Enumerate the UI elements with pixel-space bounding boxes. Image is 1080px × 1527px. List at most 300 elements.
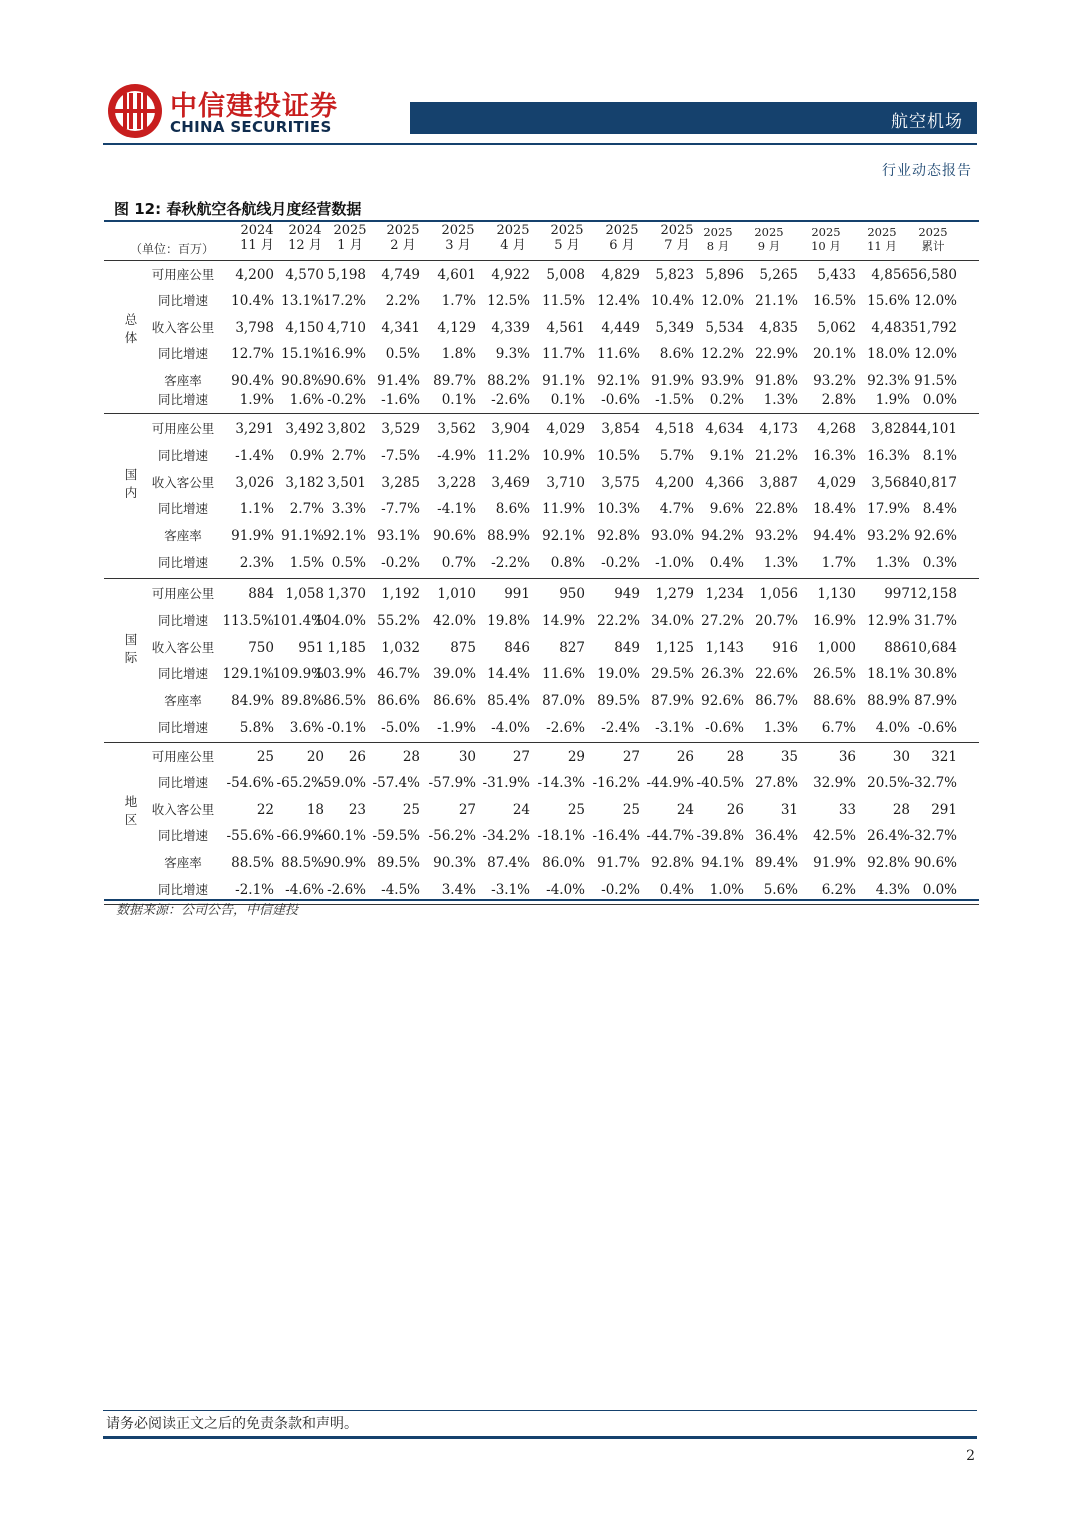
- table-row: [104, 638, 979, 658]
- table-cell: 88.9%: [867, 693, 910, 709]
- table-cell: -32.7%: [909, 828, 957, 844]
- header-divider: [103, 143, 977, 145]
- table-cell: 0.9%: [289, 448, 324, 464]
- table-cell: 4,200: [655, 475, 694, 491]
- table-cell: 11.6%: [542, 666, 585, 682]
- table-cell: 15.6%: [867, 293, 910, 309]
- table-cell: 4,922: [491, 267, 530, 283]
- table-cell: 950: [559, 586, 585, 602]
- table-cell: -0.2%: [327, 392, 366, 408]
- table-row: [104, 318, 979, 338]
- table-cell: 0.1%: [550, 392, 585, 408]
- table-cell: 4,200: [235, 267, 274, 283]
- table-cell: 86.7%: [755, 693, 798, 709]
- table-cell: 91.1%: [281, 528, 324, 544]
- table-cell: 93.2%: [755, 528, 798, 544]
- table-cell: -32.7%: [909, 775, 957, 791]
- column-header: [796, 225, 856, 253]
- table-cell: 0.4%: [659, 882, 694, 898]
- table-cell: 94.1%: [701, 855, 744, 871]
- table-cell: 12.0%: [701, 293, 744, 309]
- table-cell: 849: [614, 640, 640, 656]
- table-cell: 89.4%: [755, 855, 798, 871]
- table-cell: 18.4%: [813, 501, 856, 517]
- table-cell: 4,173: [759, 421, 798, 437]
- table-cell: 0.7%: [441, 555, 476, 571]
- table-cell: 1.3%: [875, 555, 910, 571]
- route-group: [104, 743, 979, 905]
- logo-chinese-name: 中信建投证券: [170, 91, 338, 122]
- column-header: [739, 225, 799, 253]
- table-cell: 16.9%: [813, 613, 856, 629]
- table-cell: 321: [931, 749, 957, 765]
- table-cell: -4.9%: [437, 448, 476, 464]
- table-cell: 90.6%: [433, 528, 476, 544]
- route-group: [104, 579, 979, 743]
- table-cell: 12.9%: [867, 613, 910, 629]
- column-year: 2025: [550, 223, 584, 238]
- row-label: 客座率: [164, 855, 202, 870]
- table-cell: 55.2%: [377, 613, 420, 629]
- table-row: [104, 747, 979, 767]
- column-year: 2025: [496, 223, 530, 238]
- table-cell: 1.3%: [763, 720, 798, 736]
- table-cell: 0.0%: [922, 882, 957, 898]
- table-cell: 3,575: [601, 475, 640, 491]
- table-cell: 34.0%: [651, 613, 694, 629]
- table-cell: 15.1%: [281, 346, 324, 362]
- table-cell: 92.6%: [914, 528, 957, 544]
- table-cell: 30.8%: [914, 666, 957, 682]
- table-cell: 5.8%: [239, 720, 274, 736]
- table-row: [104, 291, 979, 311]
- table-cell: 29.5%: [651, 666, 694, 682]
- table-cell: 4.3%: [875, 882, 910, 898]
- table-cell: 24: [512, 802, 530, 818]
- table-cell: 4,710: [327, 320, 366, 336]
- table-cell: 91.9%: [231, 528, 274, 544]
- table-cell: 3,854: [601, 421, 640, 437]
- section-title: 航空机场: [891, 112, 963, 132]
- route-group: [104, 414, 979, 579]
- column-year: 2025: [333, 223, 367, 238]
- table-cell: 4,835: [759, 320, 798, 336]
- table-cell: 1.7%: [441, 293, 476, 309]
- table-cell: 4,749: [381, 267, 420, 283]
- table-cell: 4,856: [871, 267, 910, 283]
- table-cell: -2.2%: [491, 555, 530, 571]
- table-cell: 4,829: [601, 267, 640, 283]
- table-cell: 28: [892, 802, 910, 818]
- table-cell: 86.6%: [433, 693, 476, 709]
- table-cell: 26: [726, 802, 744, 818]
- table-cell: 1,000: [817, 640, 856, 656]
- table-cell: 22: [256, 802, 274, 818]
- row-label: 同比增速: [157, 501, 208, 516]
- table-cell: -31.9%: [482, 775, 530, 791]
- table-cell: 25: [256, 749, 274, 765]
- table-cell: 35: [780, 749, 798, 765]
- table-cell: 20: [306, 749, 324, 765]
- table-cell: 91.9%: [813, 855, 856, 871]
- footer-rule-thin: [103, 1410, 977, 1411]
- table-cell: 5,896: [705, 267, 744, 283]
- table-cell: -4.6%: [285, 882, 324, 898]
- table-row: [104, 691, 979, 711]
- table-row: [104, 499, 979, 519]
- table-cell: 0.4%: [709, 555, 744, 571]
- table-cell: 0.5%: [331, 555, 366, 571]
- table-cell: 20.1%: [813, 346, 856, 362]
- row-label: 同比增速: [157, 613, 208, 628]
- table-cell: 36: [838, 749, 856, 765]
- table-cell: 750: [248, 640, 274, 656]
- table-cell: 26.3%: [701, 666, 744, 682]
- column-month: 5 月: [554, 238, 580, 253]
- table-cell: 1,185: [327, 640, 366, 656]
- table-cell: 104.0%: [314, 613, 366, 629]
- table-cell: 991: [504, 586, 530, 602]
- table-cell: 12.0%: [914, 293, 957, 309]
- table-cell: 16.9%: [323, 346, 366, 362]
- table-cell: 2.2%: [385, 293, 420, 309]
- table-cell: -4.5%: [381, 882, 420, 898]
- table-cell: 90.6%: [323, 373, 366, 389]
- table-cell: 92.8%: [597, 528, 640, 544]
- table-cell: -2.1%: [235, 882, 274, 898]
- table-cell: 3,469: [491, 475, 530, 491]
- table-cell: 22.9%: [755, 346, 798, 362]
- route-group-name: 总体: [124, 312, 138, 345]
- table-cell: 886: [884, 640, 910, 656]
- china-securities-logo-icon: [106, 82, 164, 140]
- table-cell: 4,150: [285, 320, 324, 336]
- column-year: 2025: [811, 225, 841, 239]
- table-cell: 26.5%: [813, 666, 856, 682]
- column-year: 2025: [441, 223, 475, 238]
- table-cell: 12.5%: [487, 293, 530, 309]
- column-header: [483, 223, 543, 253]
- table-cell: 3,802: [327, 421, 366, 437]
- table-cell: -2.6%: [546, 720, 585, 736]
- table-cell: 2.8%: [821, 392, 856, 408]
- table-cell: 8.6%: [659, 346, 694, 362]
- table-cell: 4,341: [381, 320, 420, 336]
- table-cell: 12,158: [909, 586, 957, 602]
- column-month: 11 月: [240, 238, 274, 253]
- table-cell: 91.4%: [377, 373, 420, 389]
- table-cell: 3,529: [381, 421, 420, 437]
- route-group-name: 国内: [124, 467, 138, 500]
- table-cell: 4,449: [601, 320, 640, 336]
- table-cell: 0.2%: [709, 392, 744, 408]
- table-cell: 93.1%: [377, 528, 420, 544]
- table-cell: 51,792: [909, 320, 957, 336]
- table-row: [104, 611, 979, 631]
- table-cell: 3,562: [437, 421, 476, 437]
- table-cell: -16.4%: [592, 828, 640, 844]
- table-cell: 951: [298, 640, 324, 656]
- table-cell: 12.0%: [914, 346, 957, 362]
- column-month: 累计: [921, 239, 945, 253]
- table-cell: 1.5%: [289, 555, 324, 571]
- table-cell: 3.4%: [441, 882, 476, 898]
- company-logo: [106, 82, 346, 142]
- table-cell: 42.5%: [813, 828, 856, 844]
- table-cell: 1,010: [437, 586, 476, 602]
- table-cell: 1,032: [381, 640, 420, 656]
- row-label: 客座率: [164, 693, 202, 708]
- table-cell: 0.1%: [441, 392, 476, 408]
- table-cell: -59.0%: [318, 775, 366, 791]
- row-label: 同比增速: [157, 720, 208, 735]
- table-cell: 88.5%: [281, 855, 324, 871]
- table-cell: -39.8%: [696, 828, 744, 844]
- table-cell: 11.2%: [487, 448, 530, 464]
- unit-label: （单位：百万）: [130, 242, 215, 256]
- table-cell: 3,291: [235, 421, 274, 437]
- table-cell: 3,828: [871, 421, 910, 437]
- table-cell: 3,887: [759, 475, 798, 491]
- table-cell: 4,518: [655, 421, 694, 437]
- table-cell: 1.9%: [239, 392, 274, 408]
- table-cell: 1.6%: [289, 392, 324, 408]
- column-month: 11 月: [867, 239, 897, 253]
- table-cell: 19.8%: [487, 613, 530, 629]
- table-cell: 42.0%: [433, 613, 476, 629]
- table-cell: 12.7%: [231, 346, 274, 362]
- table-cell: 91.1%: [542, 373, 585, 389]
- table-cell: 87.9%: [651, 693, 694, 709]
- table-cell: 9.6%: [709, 501, 744, 517]
- table-cell: 4.7%: [659, 501, 694, 517]
- route-group-name: 国际: [124, 632, 138, 665]
- table-cell: -57.4%: [372, 775, 420, 791]
- table-cell: 4,129: [437, 320, 476, 336]
- table-row: [104, 664, 979, 684]
- table-cell: 12.2%: [701, 346, 744, 362]
- table-cell: 101.4%: [272, 613, 324, 629]
- table-cell: 93.2%: [813, 373, 856, 389]
- table-cell: 10.3%: [597, 501, 640, 517]
- table-cell: 18: [306, 802, 324, 818]
- row-label: 同比增速: [157, 775, 208, 790]
- table-cell: 5,008: [546, 267, 585, 283]
- table-cell: -14.3%: [537, 775, 585, 791]
- table-cell: -1.0%: [655, 555, 694, 571]
- table-cell: -7.7%: [381, 501, 420, 517]
- table-cell: 91.7%: [597, 855, 640, 871]
- table-row: [104, 584, 979, 604]
- table-cell: 30: [892, 749, 910, 765]
- column-month: 2 月: [390, 238, 416, 253]
- table-cell: 88.6%: [813, 693, 856, 709]
- table-cell: 3,798: [235, 320, 274, 336]
- table-cell: 27: [512, 749, 530, 765]
- table-cell: 3,710: [546, 475, 585, 491]
- table-cell: 2.7%: [289, 501, 324, 517]
- table-cell: -60.1%: [318, 828, 366, 844]
- table-cell: -16.2%: [592, 775, 640, 791]
- table-cell: 40,817: [909, 475, 957, 491]
- table-row: [104, 718, 979, 738]
- table-cell: 13.1%: [281, 293, 324, 309]
- table-cell: 8.1%: [922, 448, 957, 464]
- table-cell: 0.3%: [922, 555, 957, 571]
- row-label: 同比增速: [157, 882, 208, 897]
- column-month: 10 月: [811, 239, 841, 253]
- table-cell: 5.6%: [763, 882, 798, 898]
- table-cell: 4,634: [705, 421, 744, 437]
- table-cell: 91.5%: [914, 373, 957, 389]
- table-cell: -1.9%: [437, 720, 476, 736]
- table-cell: 27.2%: [701, 613, 744, 629]
- table-cell: 11.7%: [542, 346, 585, 362]
- table-cell: 1,056: [759, 586, 798, 602]
- table-cell: 92.8%: [651, 855, 694, 871]
- table-cell: 884: [248, 586, 274, 602]
- table-cell: 90.6%: [914, 855, 957, 871]
- table-cell: 916: [772, 640, 798, 656]
- table-cell: 1,058: [285, 586, 324, 602]
- table-cell: 1,279: [655, 586, 694, 602]
- section-header-bar: [410, 102, 977, 134]
- row-label: 同比增速: [157, 555, 208, 570]
- table-cell: 17.9%: [867, 501, 910, 517]
- table-cell: 23: [348, 802, 366, 818]
- table-cell: 10.4%: [651, 293, 694, 309]
- table-cell: 129.1%: [222, 666, 274, 682]
- table-cell: 88.9%: [487, 528, 530, 544]
- table-cell: 90.9%: [323, 855, 366, 871]
- table-cell: -0.2%: [381, 555, 420, 571]
- table-cell: 5,349: [655, 320, 694, 336]
- table-cell: -40.5%: [696, 775, 744, 791]
- table-cell: 827: [559, 640, 585, 656]
- table-cell: 109.9%: [272, 666, 324, 682]
- table-cell: -7.5%: [381, 448, 420, 464]
- table-cell: 846: [504, 640, 530, 656]
- table-cell: 4.0%: [875, 720, 910, 736]
- table-cell: 1.0%: [709, 882, 744, 898]
- table-row: [104, 880, 979, 900]
- disclaimer-note: 请务必阅读正文之后的免责条款和声明。: [106, 1416, 358, 1432]
- table-cell: 18.1%: [867, 666, 910, 682]
- table-cell: -0.2%: [601, 882, 640, 898]
- column-month: 6 月: [609, 238, 635, 253]
- table-cell: 89.8%: [281, 693, 324, 709]
- table-cell: 31: [780, 802, 798, 818]
- row-label: 收入客公里: [151, 802, 215, 817]
- table-cell: 1.3%: [763, 555, 798, 571]
- row-label: 同比增速: [157, 828, 208, 843]
- table-cell: 56,580: [909, 267, 957, 283]
- table-cell: 86.6%: [377, 693, 420, 709]
- column-year: 2025: [605, 223, 639, 238]
- table-cell: -44.7%: [646, 828, 694, 844]
- table-cell: 4,601: [437, 267, 476, 283]
- table-cell: 22.6%: [755, 666, 798, 682]
- logo-english-name: CHINA SECURITIES: [170, 118, 332, 136]
- table-cell: 1,192: [381, 586, 420, 602]
- column-header: [537, 223, 597, 253]
- table-cell: 4,366: [705, 475, 744, 491]
- column-month: 1 月: [337, 238, 363, 253]
- table-cell: 4,029: [817, 475, 856, 491]
- table-cell: 9.1%: [709, 448, 744, 464]
- row-label: 同比增速: [157, 346, 208, 361]
- table-cell: 1.3%: [763, 392, 798, 408]
- operating-data-table: [104, 222, 979, 905]
- row-label: 收入客公里: [151, 475, 215, 490]
- table-cell: 3,904: [491, 421, 530, 437]
- table-cell: 89.5%: [377, 855, 420, 871]
- table-cell: -0.6%: [705, 720, 744, 736]
- table-cell: 5,823: [655, 267, 694, 283]
- table-cell: -2.6%: [491, 392, 530, 408]
- table-cell: 10.4%: [231, 293, 274, 309]
- table-row: [104, 526, 979, 546]
- data-source-note: 数据来源：公司公告，中信建投: [116, 903, 299, 918]
- table-cell: 1.8%: [441, 346, 476, 362]
- table-cell: 29: [567, 749, 585, 765]
- column-year: 2024: [240, 223, 274, 238]
- table-cell: 3.6%: [289, 720, 324, 736]
- table-cell: -34.2%: [482, 828, 530, 844]
- table-cell: -0.6%: [601, 392, 640, 408]
- table-cell: 3,182: [285, 475, 324, 491]
- table-cell: 875: [450, 640, 476, 656]
- table-cell: 87.0%: [542, 693, 585, 709]
- table-cell: -5.0%: [381, 720, 420, 736]
- row-label: 客座率: [164, 373, 202, 388]
- table-cell: 32.9%: [813, 775, 856, 791]
- row-label: 同比增速: [157, 448, 208, 463]
- table-cell: -1.6%: [381, 392, 420, 408]
- table-cell: 27: [622, 749, 640, 765]
- row-label: 收入客公里: [151, 640, 215, 655]
- table-cell: 28: [402, 749, 420, 765]
- table-row: [104, 419, 979, 439]
- row-label: 可用座公里: [151, 421, 215, 436]
- table-cell: 90.4%: [231, 373, 274, 389]
- table-cell: 2.3%: [239, 555, 274, 571]
- column-month: 12 月: [288, 238, 322, 253]
- table-cell: 0.8%: [550, 555, 585, 571]
- table-cell: 88.2%: [487, 373, 530, 389]
- row-label: 客座率: [164, 528, 202, 543]
- column-year: 2025: [660, 223, 694, 238]
- table-cell: 14.4%: [487, 666, 530, 682]
- column-month: 7 月: [664, 238, 690, 253]
- table-cell: 291: [931, 802, 957, 818]
- table-cell: 90.3%: [433, 855, 476, 871]
- table-cell: 93.2%: [867, 528, 910, 544]
- table-cell: 17.2%: [323, 293, 366, 309]
- table-cell: 16.3%: [813, 448, 856, 464]
- table-cell: -4.0%: [491, 720, 530, 736]
- table-cell: 3.3%: [331, 501, 366, 517]
- table-cell: 10.5%: [597, 448, 640, 464]
- table-cell: 1,370: [327, 586, 366, 602]
- table-cell: 11.6%: [597, 346, 640, 362]
- column-header: [592, 223, 652, 253]
- table-cell: -65.2%: [276, 775, 324, 791]
- row-label: 可用座公里: [151, 586, 215, 601]
- table-row: [104, 344, 979, 364]
- row-label: 同比增速: [157, 293, 208, 308]
- table-cell: 2.7%: [331, 448, 366, 464]
